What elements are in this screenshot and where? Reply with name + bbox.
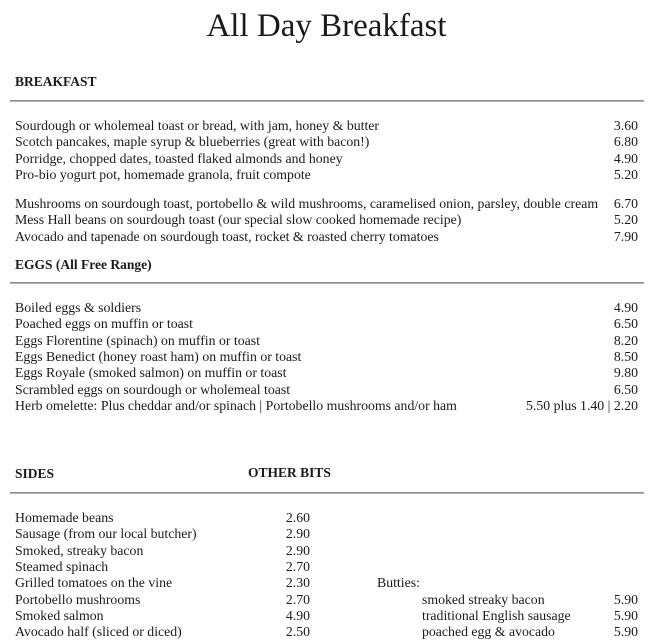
menu-item-row [15,118,638,134]
item-price: 5.20 [613,166,638,182]
item-name: Sourdough or wholemeal toast or bread, with jam, honey & butter [15,118,380,133]
item-name: Avocado and tapenade on sourdough toast, rocket & roasted cherry tomatoes [15,228,439,244]
menu-item-row [15,559,310,575]
item-price: 2.70 [285,591,310,607]
item-name: Pro-bio yogurt pot, homemade granola, fruit compote [15,166,311,182]
item-price: 5.50 plus 1.40 | 2.20 [526,397,638,413]
item-name: Mess Hall beans on sourdough toast (our special slow cooked homemade recipe) [15,212,462,228]
menu-item-row [15,365,638,381]
sides-list [15,510,310,640]
item-price: 8.20 [613,332,638,348]
menu-item-row [15,624,310,640]
item-price: 3.60 [613,118,638,133]
breakfast-group-2 [15,196,638,245]
item-name: Mushrooms on sourdough toast, portobello & wild mushrooms, caramelised onion, parsley, double cream [15,196,599,212]
item-name: Scotch pancakes, maple syrup & blueberries (great with bacon!) [15,134,370,150]
section-eggs [15,257,638,414]
item-name: smoked streaky bacon [422,591,545,607]
other-bits-heading: OTHER BITS [248,465,331,481]
section-breakfast [15,74,638,245]
menu-item-row [15,526,310,542]
menu-item-row [15,300,638,316]
item-price: 5.90 [613,607,638,623]
item-price: 6.70 [613,196,638,212]
item-price: 2.70 [285,559,310,575]
item-name: Portobello mushrooms [15,591,141,607]
menu-item-row [15,167,638,183]
eggs-list [15,300,638,414]
menu-item-row [15,134,638,150]
menu-item-row [377,624,638,640]
breakfast-heading: BREAKFAST [15,74,97,89]
item-name: Eggs Benedict (honey roast ham) on muffin or toast [15,348,302,364]
item-price: 8.50 [613,348,638,364]
item-name: Eggs Florentine (spinach) on muffin or toast [15,332,260,348]
item-price: 5.90 [613,624,638,640]
menu-item-row [377,592,638,608]
section-sides-other-bits [15,465,638,640]
breakfast-group-1 [15,118,638,183]
item-name: Smoked salmon [15,607,104,623]
item-name: Scrambled eggs on sourdough or wholemeal toast [15,381,291,397]
menu-item-row [15,333,638,349]
item-price: 4.90 [613,300,638,316]
item-price: 2.30 [285,575,310,591]
item-price: 7.90 [613,228,638,244]
item-name: Herb omelette: Plus cheddar and/or spinach | Portobello mushrooms and/or ham [15,397,457,413]
menu-item-row [15,398,638,414]
menu-item-row [15,196,638,212]
item-name: Steamed spinach [15,559,109,575]
menu-item-row [15,575,310,591]
menu-item-row [377,608,638,624]
menu-item-row [15,316,638,332]
item-price: 2.90 [285,526,310,542]
menu-item-row [15,592,310,608]
item-name: Sausage (from our local butcher) [15,526,197,542]
item-price: 2.60 [285,510,310,526]
item-name: Homemade beans [15,510,114,526]
item-name: traditional English sausage [422,607,571,623]
bottom-columns [15,510,638,640]
butties-label: Butties: [377,575,420,591]
item-price: 2.90 [285,542,310,558]
eggs-heading: EGGS (All Free Range) [15,257,152,273]
butties-list [377,575,638,640]
item-price: 4.90 [613,150,638,166]
menu-item-row [15,349,638,365]
item-price: 4.90 [285,607,310,623]
menu-title: All Day Breakfast [206,8,447,44]
item-price: 9.80 [613,365,638,381]
item-name: Eggs Royale (smoked salmon) on muffin or toast [15,365,287,381]
divider-rule [10,492,644,494]
menu-item-row [15,229,638,245]
item-name: Grilled tomatoes on the vine [15,575,173,591]
item-price: 5.20 [613,212,638,228]
item-price: 6.50 [613,316,638,332]
menu-item-row [15,543,310,559]
item-name: Boiled eggs & soldiers [15,300,142,316]
menu-item-row [15,212,638,228]
divider-rule [10,100,644,102]
menu-item-row [15,382,638,398]
item-name: Porridge, chopped dates, toasted flaked almonds and honey [15,150,343,166]
menu-item-row [15,151,638,167]
item-name: Smoked, streaky bacon [15,542,144,558]
item-price: 6.50 [613,381,638,397]
bottom-headings-row [15,465,638,483]
item-price: 5.90 [613,591,638,607]
item-name: poached egg & avocado [422,624,555,640]
divider-rule [10,282,644,284]
item-name: Poached eggs on muffin or toast [15,316,193,332]
item-price: 2.50 [285,624,310,640]
item-price: 6.80 [613,134,638,150]
menu-item-row [15,510,310,526]
sides-heading: SIDES [15,466,55,482]
menu-item-row [15,608,310,624]
item-name: Avocado half (sliced or diced) [15,624,182,640]
